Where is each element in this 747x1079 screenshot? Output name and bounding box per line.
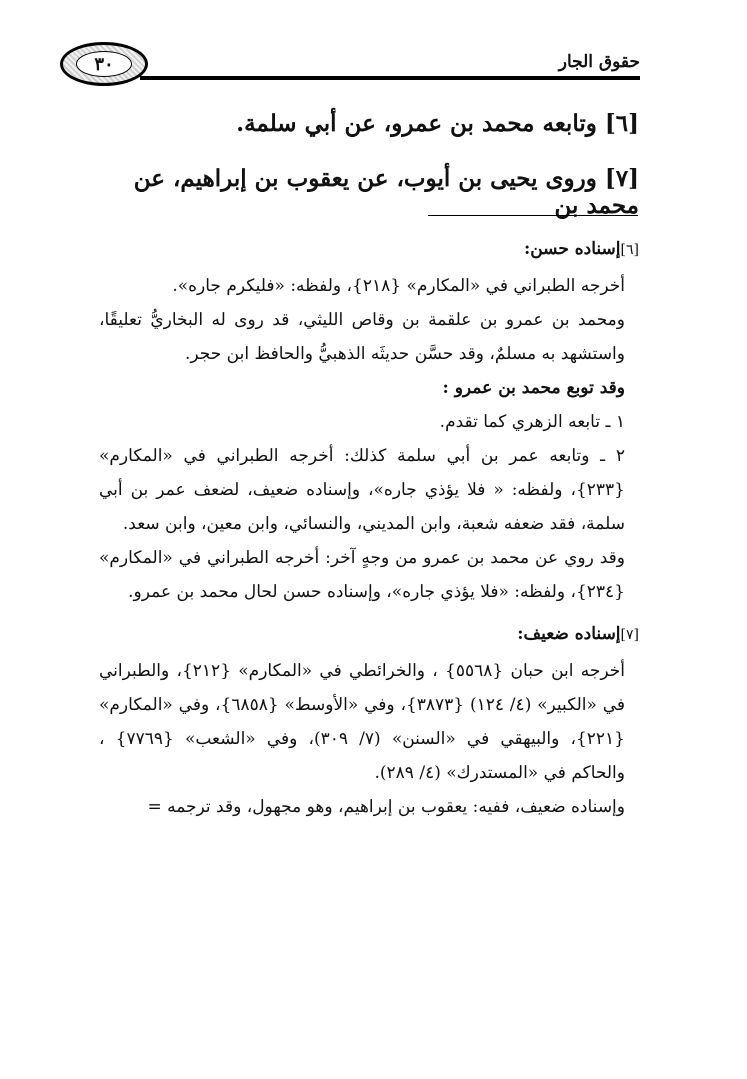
note-7-paragraph: أخرجه ابن حبان {٥٥٦٨} ، والخرائطي في «المكارم» {٢١٢}، والطبراني في «الكبير» (٤/ ١٢٤) {٣٨٧٣}، وفي «الأوسط» {٦٨٥٨}، وفي «المكارم» {٢٢١}، والبيهقي في «السنن» (٧/ ٣٠٩)، وفي «الشعب» {٧٧٦٩} ، والحاكم في «المستدرك» (٤/ ٢٨٩). — [99, 661, 626, 783]
running-title: حقوق الجار — [558, 52, 640, 72]
note-6-number: [٦] — [620, 242, 639, 258]
footnote-divider — [428, 215, 638, 216]
main-item-6: [٦] وتابعه محمد بن عمرو، عن أبي سلمة. — [236, 110, 639, 137]
page-number: ٣٠ — [76, 51, 132, 77]
main-item-7: [٧] وروى يحيى بن أيوب، عن يعقوب بن إبراهيم، عن محمد بن — [133, 165, 639, 219]
note-7-number: [٧] — [620, 627, 639, 643]
note-7-paragraph: وإسناده ضعيف، ففيه: يعقوب بن إبراهيم، وهو مجهول، وقد ترجمه = — [147, 797, 625, 817]
page-header — [60, 38, 640, 82]
note-6-paragraph: ومحمد بن عمرو بن علقمة بن وقاص الليثي، قد روى له البخاريُّ تعليقًا، واستشهد به مسلمٌ، وقد حسَّن حديثَه الذهبيُّ والحافظ ابن حجر. — [99, 310, 625, 364]
note-6-bullet — [99, 371, 639, 405]
note-6-bullet-text: وقد توبع محمد بن عمرو : — [442, 378, 625, 398]
note-6-title: إسناده حسن: — [523, 239, 621, 259]
note-6-bullet-text: وقد روي عن محمد بن عمرو من وجهٍ آخر: أخرجه الطبراني في «المكارم» {٢٣٤}، ولفظه: «فلا يؤذي جاره»، وإسناده حسن لحال محمد بن عمرو. — [99, 548, 625, 602]
note-6-paragraph: أخرجه الطبراني في «المكارم» {٢١٨}، ولفظه: «فليكرم جاره». — [172, 276, 625, 296]
note-6-list-item: ٢ ـ وتابعه عمر بن أبي سلمة كذلك: أخرجه الطبراني في «المكارم» {٢٣٣}، ولفظه: « فلا يؤذي جاره»، وإسناده ضعيف، لضعف عمر بن أبي سلمة، فقد ضعفه شعبة، وابن المديني، والنسائي، وابن معين، وابن سعد. — [99, 446, 625, 534]
note-7-title: إسناده ضعيف: — [517, 624, 621, 644]
note-7-heading — [99, 617, 639, 652]
footnotes — [99, 232, 639, 824]
page-number-badge — [60, 42, 148, 86]
note-6-heading — [99, 232, 639, 267]
note-6-list-item: ١ ـ تابعه الزهري كما تقدم. — [439, 412, 625, 432]
header-rule — [140, 76, 640, 80]
note-6-bullet — [99, 541, 639, 609]
